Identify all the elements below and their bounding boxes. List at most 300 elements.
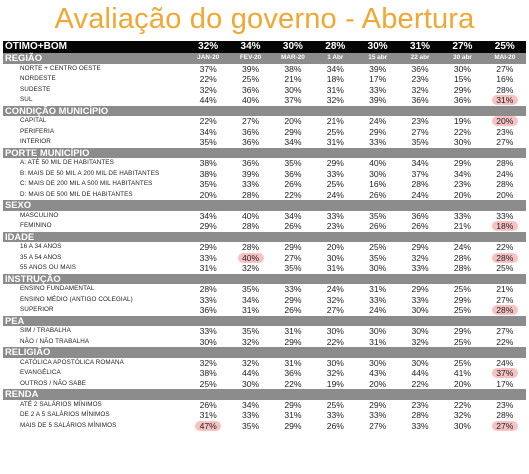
section-header	[3, 274, 526, 285]
value-cell: 21%	[284, 74, 302, 84]
date-label	[357, 106, 399, 117]
value-cell: 32%	[199, 84, 217, 95]
value-cell: 43%	[369, 368, 387, 378]
row-label: SIM / TRABALHA	[20, 327, 71, 334]
value-cell: 33%	[241, 179, 260, 189]
value-cell: 30%	[326, 252, 344, 263]
value-cell: 26%	[411, 221, 429, 231]
value-cell: 32%	[411, 84, 429, 95]
value-cell: 32%	[241, 336, 260, 347]
value-cell: 35%	[241, 326, 260, 336]
row-label: A: ATÉ 50 MIL DE HABITANTES	[20, 159, 114, 166]
date-label	[187, 106, 229, 117]
table-row	[3, 242, 526, 253]
value-cell: 31%	[284, 410, 302, 420]
date-label	[229, 232, 271, 243]
value-cell: 34%	[199, 210, 217, 221]
value-cell: 22%	[496, 242, 514, 252]
value-cell: 30%	[326, 326, 344, 336]
value-cell: 16%	[496, 74, 514, 84]
value-cell: 38%	[199, 168, 217, 179]
value-cell: 25%	[453, 284, 472, 294]
value-cell: 29%	[411, 242, 429, 252]
row-label: B: MAIS DE 50 MIL A 200 MIL DE HABITANTES	[20, 169, 160, 177]
value-cell: 32%	[326, 294, 344, 305]
value-cell: 27%	[241, 116, 260, 126]
value-cell: 31%	[241, 305, 260, 315]
value-cell: 32%	[326, 95, 344, 105]
value-cell: 29%	[284, 126, 302, 137]
value-cell: 34%	[284, 137, 302, 147]
value-cell: 28%	[241, 242, 260, 252]
value-cell: 29%	[369, 399, 387, 410]
value-cell: 17%	[496, 378, 514, 389]
value-cell: 34%	[326, 63, 344, 74]
date-label	[272, 347, 314, 358]
table-row	[3, 305, 526, 316]
date-label	[399, 389, 441, 400]
header-value: 30%	[272, 41, 314, 53]
header-value: 28%	[314, 41, 356, 53]
date-label	[272, 389, 314, 400]
date-label	[229, 148, 271, 159]
date-label	[272, 106, 314, 117]
value-cell: 30%	[411, 305, 429, 315]
value-cell: 36%	[453, 95, 472, 105]
section-header	[3, 148, 526, 159]
value-cell: 29%	[284, 399, 302, 410]
value-cell: 37%	[199, 63, 217, 74]
value-cell: 37%	[411, 168, 429, 179]
value-cell: 29%	[199, 242, 217, 252]
date-label	[314, 274, 356, 285]
value-cell: 23%	[496, 126, 514, 137]
value-cell: 26%	[284, 305, 302, 315]
value-cell: 34%	[411, 158, 429, 168]
survey-table-body	[3, 41, 526, 431]
table-row	[3, 337, 526, 348]
value-cell: 23%	[453, 179, 472, 189]
row-label: FEMININO	[20, 222, 52, 229]
value-cell: 31%	[284, 357, 302, 368]
value-cell: 28%	[496, 84, 514, 95]
value-cell: 36%	[411, 210, 429, 221]
value-cell: 29%	[199, 221, 217, 231]
table-row	[3, 211, 526, 222]
value-cell: 27%	[411, 126, 429, 137]
header-value: 31%	[399, 41, 441, 53]
value-cell: 35%	[411, 137, 429, 147]
value-cell: 26%	[369, 189, 387, 200]
value-cell: 22%	[199, 116, 217, 126]
value-cell: 29%	[284, 420, 302, 431]
value-cell: 25%	[199, 378, 217, 389]
section-label: SEXO	[3, 200, 187, 211]
value-cell: 23%	[496, 399, 514, 410]
value-cell: 35%	[199, 137, 217, 147]
value-cell: 28%	[241, 189, 260, 200]
value-cell: 33%	[326, 210, 344, 221]
value-cell: 24%	[326, 189, 344, 200]
value-cell: 22%	[284, 189, 302, 200]
row-label: NÃO / NÃO TRABALHA	[20, 337, 90, 345]
date-label	[314, 347, 356, 358]
value-cell: 33%	[411, 263, 429, 273]
highlighted-value: 37%	[492, 368, 518, 378]
value-cell: 29%	[284, 336, 302, 347]
date-label: 22 abr	[399, 53, 441, 64]
value-cell: 23%	[411, 74, 429, 84]
value-cell: 36%	[241, 137, 260, 147]
value-cell: 30%	[369, 326, 387, 336]
date-label	[187, 347, 229, 358]
highlighted-value: 18%	[492, 221, 518, 231]
row-label: 35 A 54 ANOS	[20, 253, 62, 261]
value-cell: 30%	[199, 336, 217, 347]
value-cell: 17%	[369, 74, 387, 84]
section-label: CONDIÇÃO MUNICÍPIO	[3, 106, 187, 117]
value-cell: 23%	[326, 221, 344, 231]
date-label	[357, 316, 399, 327]
value-cell: 32%	[241, 357, 260, 368]
table-row	[3, 116, 526, 127]
date-label: MAI-20	[484, 53, 526, 64]
row-label: CATÓLICA APOSTÓLICA ROMANA	[20, 358, 124, 366]
table-row	[3, 127, 526, 138]
value-cell: 36%	[241, 84, 260, 95]
date-label	[399, 232, 441, 243]
value-cell: 40%	[241, 210, 260, 221]
section-header	[3, 106, 526, 117]
value-cell: 34%	[199, 126, 217, 137]
date-label	[441, 274, 483, 285]
value-cell: 28%	[453, 252, 472, 263]
date-label	[484, 274, 526, 285]
date-label	[187, 148, 229, 159]
date-label	[399, 200, 441, 211]
date-label	[357, 232, 399, 243]
table-row	[3, 368, 526, 379]
date-label	[314, 316, 356, 327]
value-cell: 33%	[326, 410, 344, 420]
value-cell: 30%	[453, 63, 472, 74]
date-label	[229, 106, 271, 117]
section-header	[3, 53, 526, 64]
section-header	[3, 232, 526, 243]
date-label	[357, 389, 399, 400]
table-row	[3, 421, 526, 432]
section-header	[3, 347, 526, 358]
value-cell: 31%	[369, 336, 387, 347]
value-cell: 38%	[284, 63, 302, 74]
value-cell: 29%	[453, 326, 472, 336]
value-cell: 30%	[369, 357, 387, 368]
highlighted-value: 28%	[492, 305, 518, 315]
value-cell: 39%	[241, 168, 260, 179]
value-cell: 38%	[199, 368, 217, 378]
date-label	[187, 389, 229, 400]
date-label	[272, 316, 314, 327]
table-row	[3, 410, 526, 421]
value-cell: 40%	[369, 158, 387, 168]
value-cell: 22%	[453, 399, 472, 410]
value-cell: 27%	[496, 326, 514, 336]
value-cell: 24%	[496, 357, 514, 368]
row-label: MAIS DE 5 SALÁRIOS MÍNIMOS	[20, 421, 117, 429]
value-cell: 27%	[326, 305, 344, 315]
value-cell: 26%	[199, 399, 217, 410]
value-cell: 31%	[284, 326, 302, 336]
value-cell: 25%	[453, 357, 472, 368]
value-cell: 35%	[241, 420, 260, 431]
date-label	[484, 200, 526, 211]
date-label	[484, 148, 526, 159]
header-value: 30%	[357, 41, 399, 53]
value-cell: 35%	[241, 284, 260, 294]
row-label: SUL	[20, 96, 33, 103]
value-cell	[484, 421, 526, 432]
value-cell: 29%	[453, 84, 472, 95]
section-header	[3, 389, 526, 400]
value-cell: 26%	[284, 221, 302, 231]
value-cell: 29%	[453, 158, 472, 168]
date-label	[484, 232, 526, 243]
value-cell: 36%	[241, 158, 260, 168]
row-label: CAPITAL	[20, 117, 47, 124]
value-cell: 24%	[326, 284, 344, 294]
value-cell: 33%	[411, 420, 429, 431]
value-cell: 29%	[284, 242, 302, 252]
value-cell: 23%	[411, 399, 429, 410]
table-row	[3, 169, 526, 180]
value-cell: 33%	[411, 294, 429, 305]
value-cell: 36%	[411, 63, 429, 74]
date-label	[187, 316, 229, 327]
section-header	[3, 200, 526, 211]
value-cell: 30%	[326, 357, 344, 368]
value-cell: 31%	[326, 137, 344, 147]
value-cell: 35%	[284, 158, 302, 168]
value-cell: 28%	[411, 410, 429, 420]
table-row	[3, 221, 526, 232]
row-label: OUTROS / NÃO SABE	[20, 379, 87, 387]
value-cell: 44%	[199, 95, 217, 105]
value-cell: 22%	[199, 74, 217, 84]
date-label	[441, 200, 483, 211]
table-row	[3, 190, 526, 201]
value-cell: 34%	[453, 168, 472, 179]
value-cell: 36%	[199, 305, 217, 315]
table-row	[3, 295, 526, 306]
value-cell: 20%	[284, 116, 302, 126]
value-cell: 25%	[496, 263, 514, 273]
value-cell: 31%	[199, 263, 217, 273]
value-cell: 36%	[241, 126, 260, 137]
value-cell: 30%	[453, 420, 472, 431]
value-cell: 32%	[199, 357, 217, 368]
value-cell: 44%	[411, 368, 429, 378]
value-cell: 33%	[369, 294, 387, 305]
row-label: ENSINO MÉDIO (ANTIGO COLEGIAL)	[20, 295, 133, 303]
value-cell: 19%	[326, 378, 344, 389]
row-label: PERIFERIA	[20, 127, 55, 135]
value-cell: 25%	[326, 399, 344, 410]
row-label: INTERIOR	[20, 138, 51, 145]
value-cell: 32%	[411, 252, 429, 263]
section-label: PEA	[3, 316, 187, 327]
date-label	[441, 316, 483, 327]
value-cell: 20%	[369, 378, 387, 389]
value-cell: 24%	[411, 189, 429, 200]
date-label	[399, 106, 441, 117]
value-cell: 28%	[199, 284, 217, 294]
date-label	[229, 316, 271, 327]
value-cell: 38%	[199, 158, 217, 168]
table-row	[3, 253, 526, 264]
value-cell	[484, 221, 526, 232]
value-cell: 29%	[326, 158, 344, 168]
value-cell: 28%	[411, 179, 429, 189]
date-label: JAN-20	[187, 53, 229, 64]
value-cell: 20%	[199, 189, 217, 200]
value-cell: 25%	[241, 74, 260, 84]
value-cell	[484, 368, 526, 379]
section-label: RELIGIÃO	[3, 347, 187, 358]
row-label: 55 ANOS OU MAIS	[20, 264, 77, 271]
value-cell: 26%	[369, 221, 387, 231]
section-label: REGIÃO	[3, 53, 187, 64]
date-label	[357, 274, 399, 285]
section-label: PORTE MUNICÍPIO	[3, 148, 187, 159]
value-cell: 32%	[326, 368, 344, 378]
value-cell: 19%	[453, 116, 472, 126]
value-cell: 41%	[453, 368, 472, 378]
value-cell: 22%	[496, 336, 514, 347]
value-cell: 32%	[411, 336, 429, 347]
table-row	[3, 326, 526, 337]
section-label: RENDA	[3, 389, 187, 400]
date-label	[441, 106, 483, 117]
value-cell: 40%	[241, 95, 260, 105]
date-label	[484, 106, 526, 117]
value-cell: 15%	[453, 74, 472, 84]
date-label	[441, 232, 483, 243]
date-label	[229, 347, 271, 358]
value-cell: 44%	[241, 368, 260, 378]
value-cell: 28%	[241, 221, 260, 231]
value-cell: 20%	[326, 242, 344, 252]
row-label: ATÉ 2 SALÁRIOS MÍNIMOS	[20, 400, 102, 408]
value-cell: 28%	[496, 410, 514, 420]
row-label: D: MAIS DE 500 MIL DE HABITANTES	[20, 190, 133, 198]
value-cell: 34%	[241, 294, 260, 305]
table-row	[3, 64, 526, 75]
date-label: 30 abr	[441, 53, 483, 64]
value-cell: 21%	[326, 116, 344, 126]
row-label: SUPERIOR	[20, 306, 54, 313]
value-cell: 36%	[284, 168, 302, 179]
survey-table	[3, 41, 526, 431]
table-row	[3, 284, 526, 295]
table-row	[3, 263, 526, 274]
value-cell: 31%	[369, 284, 387, 294]
value-cell: 32%	[453, 410, 472, 420]
value-cell: 18%	[326, 74, 344, 84]
row-label: DE 2 A 5 SALÁRIOS MÍNIMOS	[20, 411, 110, 418]
value-cell: 25%	[453, 305, 472, 315]
table-row	[3, 400, 526, 411]
value-cell: 20%	[496, 189, 514, 200]
table-row	[3, 358, 526, 369]
header-value: 27%	[441, 41, 483, 53]
date-label	[441, 389, 483, 400]
value-cell: 29%	[284, 294, 302, 305]
value-cell: 27%	[369, 420, 387, 431]
value-cell: 23%	[411, 116, 429, 126]
value-cell	[187, 421, 229, 432]
highlighted-value: 28%	[492, 253, 518, 263]
value-cell: 36%	[411, 95, 429, 105]
section-label: INSTRUÇÃO	[3, 274, 187, 285]
date-label	[272, 200, 314, 211]
value-cell: 30%	[411, 357, 429, 368]
highlighted-value: 31%	[492, 95, 518, 105]
value-cell: 30%	[284, 84, 302, 95]
value-cell: 33%	[453, 210, 472, 221]
date-label	[399, 274, 441, 285]
value-cell: 33%	[199, 252, 217, 263]
value-cell: 28%	[453, 263, 472, 273]
date-label	[314, 200, 356, 211]
date-label	[187, 232, 229, 243]
date-label	[272, 148, 314, 159]
value-cell: 35%	[284, 263, 302, 273]
table-row	[3, 137, 526, 148]
value-cell: 30%	[453, 137, 472, 147]
row-label: 16 A 34 ANOS	[20, 243, 62, 250]
value-cell: 29%	[411, 284, 429, 294]
date-label	[399, 148, 441, 159]
value-cell: 24%	[369, 305, 387, 315]
value-cell: 21%	[453, 221, 472, 231]
value-cell: 27%	[496, 63, 514, 74]
header-value: 32%	[187, 41, 229, 53]
value-cell: 28%	[496, 179, 514, 189]
value-cell: 33%	[496, 210, 514, 221]
value-cell: 35%	[369, 252, 387, 263]
value-cell	[484, 305, 526, 316]
date-label	[357, 148, 399, 159]
row-label: NORTE + CENTRO OESTE	[20, 64, 101, 72]
value-cell: 37%	[284, 95, 302, 105]
row-label: ENSINO FUNDAMENTAL	[20, 285, 95, 292]
value-cell: 22%	[326, 336, 344, 347]
table-row	[3, 85, 526, 96]
value-cell: 30%	[369, 263, 387, 273]
date-label	[441, 347, 483, 358]
table-row	[3, 379, 526, 390]
value-cell: 39%	[369, 63, 387, 74]
value-cell: 35%	[369, 210, 387, 221]
date-label	[229, 200, 271, 211]
value-cell	[484, 116, 526, 127]
value-cell: 31%	[326, 263, 344, 273]
value-cell: 20%	[453, 189, 472, 200]
value-cell: 24%	[453, 242, 472, 252]
table-row	[3, 158, 526, 169]
date-label	[484, 347, 526, 358]
value-cell: 27%	[284, 252, 302, 263]
